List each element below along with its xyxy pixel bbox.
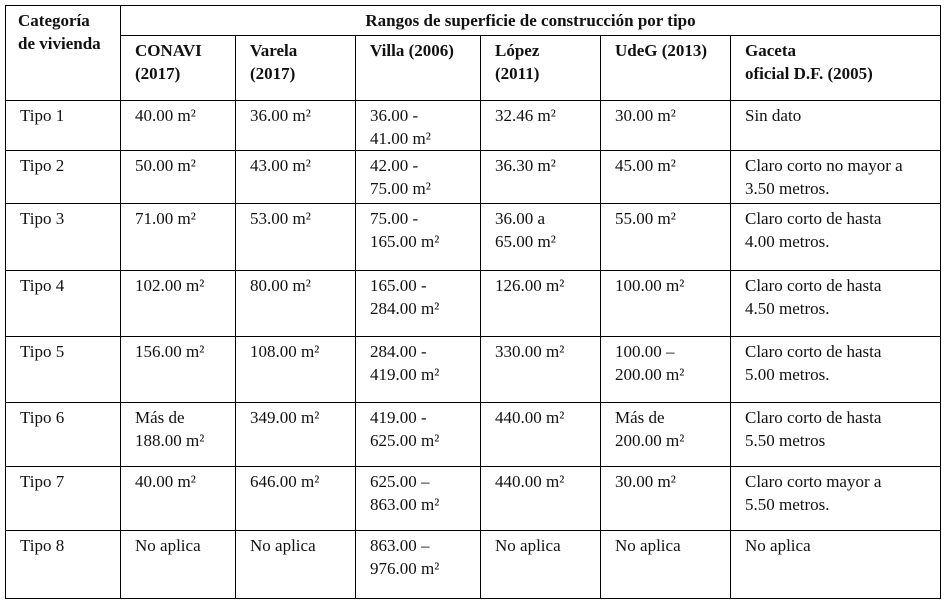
table-cell: 108.00 m² (236, 337, 356, 403)
category-cell: Tipo 1 (6, 101, 121, 151)
table-cell: No aplica (601, 531, 731, 599)
table-cell: Más de 188.00 m² (121, 403, 236, 467)
category-cell: Tipo 2 (6, 151, 121, 204)
table-cell: 30.00 m² (601, 467, 731, 531)
table-cell: 32.46 m² (481, 101, 601, 151)
table-cell: 36.00 a 65.00 m² (481, 204, 601, 271)
category-cell: Tipo 5 (6, 337, 121, 403)
table-cell: 100.00 m² (601, 271, 731, 337)
table-cell: 349.00 m² (236, 403, 356, 467)
table-cell: 440.00 m² (481, 403, 601, 467)
housing-surface-table (5, 5, 941, 599)
table-cell: 71.00 m² (121, 204, 236, 271)
table-row (6, 204, 941, 271)
table-cell: Más de 200.00 m² (601, 403, 731, 467)
category-cell: Tipo 3 (6, 204, 121, 271)
table-cell: 75.00 - 165.00 m² (356, 204, 481, 271)
table-cell: 126.00 m² (481, 271, 601, 337)
table-cell: No aplica (236, 531, 356, 599)
table-cell: 80.00 m² (236, 271, 356, 337)
table-cell: 440.00 m² (481, 467, 601, 531)
table-cell: 36.00 m² (236, 101, 356, 151)
category-cell: Tipo 6 (6, 403, 121, 467)
table-cell: 43.00 m² (236, 151, 356, 204)
header-row-columns (6, 36, 941, 101)
column-header: López (2011) (481, 36, 601, 101)
table-cell: 30.00 m² (601, 101, 731, 151)
table-cell: 156.00 m² (121, 337, 236, 403)
table-cell: 100.00 – 200.00 m² (601, 337, 731, 403)
table-cell: No aplica (481, 531, 601, 599)
table-cell: 55.00 m² (601, 204, 731, 271)
table-row (6, 531, 941, 599)
table-cell: Claro corto de hasta 4.00 metros. (731, 204, 941, 271)
table-cell: 36.00 - 41.00 m² (356, 101, 481, 151)
table-cell: 45.00 m² (601, 151, 731, 204)
table-cell: 42.00 - 75.00 m² (356, 151, 481, 204)
table-cell: No aplica (731, 531, 941, 599)
category-cell: Tipo 7 (6, 467, 121, 531)
table-cell: Claro corto mayor a 5.50 metros. (731, 467, 941, 531)
column-header: CONAVI (2017) (121, 36, 236, 101)
table-row (6, 101, 941, 151)
table-body (6, 101, 941, 599)
table-cell: 36.30 m² (481, 151, 601, 204)
table-cell: 863.00 – 976.00 m² (356, 531, 481, 599)
table-row (6, 467, 941, 531)
table-cell: 40.00 m² (121, 467, 236, 531)
table-cell: 646.00 m² (236, 467, 356, 531)
table-cell: 102.00 m² (121, 271, 236, 337)
table-cell: 284.00 - 419.00 m² (356, 337, 481, 403)
category-cell: Tipo 8 (6, 531, 121, 599)
table-row (6, 151, 941, 204)
table-cell: 53.00 m² (236, 204, 356, 271)
table-cell: 50.00 m² (121, 151, 236, 204)
column-header: UdeG (2013) (601, 36, 731, 101)
table-cell: Sin dato (731, 101, 941, 151)
table-row (6, 337, 941, 403)
table-cell: Claro corto de hasta 5.00 metros. (731, 337, 941, 403)
column-header: Varela (2017) (236, 36, 356, 101)
table-cell: 40.00 m² (121, 101, 236, 151)
group-header: Rangos de superficie de construcción por tipo (121, 6, 941, 36)
header-row-group (6, 6, 941, 36)
table-cell: No aplica (121, 531, 236, 599)
table-cell: Claro corto no mayor a 3.50 metros. (731, 151, 941, 204)
column-header: Gaceta oficial D.F. (2005) (731, 36, 941, 101)
table-cell: Claro corto de hasta 5.50 metros (731, 403, 941, 467)
column-header: Villa (2006) (356, 36, 481, 101)
table-row (6, 403, 941, 467)
table-cell: 165.00 - 284.00 m² (356, 271, 481, 337)
table-cell: Claro corto de hasta 4.50 metros. (731, 271, 941, 337)
table-cell: 625.00 – 863.00 m² (356, 467, 481, 531)
table-row (6, 271, 941, 337)
table-cell: 330.00 m² (481, 337, 601, 403)
category-header: Categoría de vivienda (6, 6, 121, 101)
category-cell: Tipo 4 (6, 271, 121, 337)
table-cell: 419.00 - 625.00 m² (356, 403, 481, 467)
